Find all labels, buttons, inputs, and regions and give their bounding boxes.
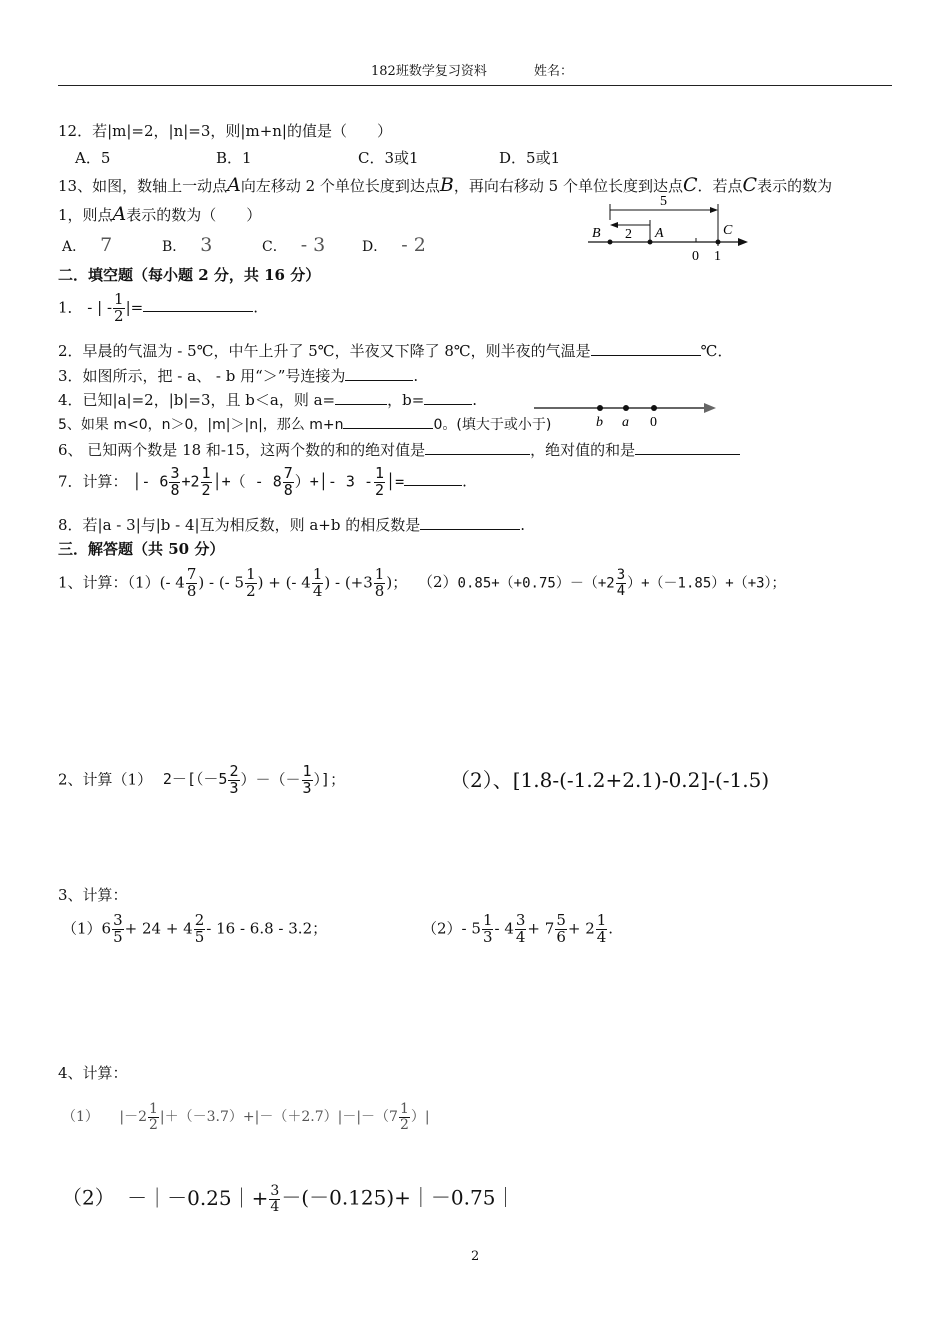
numerator: 3 <box>616 567 626 584</box>
q13-option-d <box>362 234 426 257</box>
option-label: C． <box>262 239 287 255</box>
solve-q3-1 <box>62 913 327 946</box>
point-a <box>648 240 653 245</box>
numerator: 1 <box>375 464 385 482</box>
label-0: 0 <box>692 249 699 264</box>
expr: |＋（－3.7）+|－（＋2.7）|－|－（7 <box>159 1109 398 1126</box>
section2-title: 二．填空题（每小题 2 分，共 16 分） <box>58 266 321 284</box>
var-b: B <box>439 174 454 196</box>
point-a <box>623 405 629 411</box>
denominator: 8 <box>170 480 180 499</box>
denominator: 2 <box>246 581 256 600</box>
denominator: 2 <box>399 1116 409 1133</box>
expr: ）+│- 3 - <box>294 472 374 491</box>
answer-blank[interactable] <box>335 390 387 405</box>
expr: ）+（－1.85）+（+3）； <box>627 575 786 592</box>
answer-blank[interactable] <box>345 366 413 381</box>
expr: + 7 <box>527 919 555 938</box>
numerator: 3 <box>515 911 526 929</box>
solve-q2-2: （2）、[1.8-(-1.2+2.1)-0.2]-(-1.5) <box>450 768 770 792</box>
q13-line2 <box>58 203 261 226</box>
var-a: A <box>112 203 127 225</box>
option-value: - 3 <box>300 234 326 256</box>
numerator: 5 <box>556 911 566 929</box>
fraction <box>616 568 626 598</box>
numerator: 1 <box>374 565 385 583</box>
fraction <box>112 913 124 946</box>
fraction <box>269 1184 280 1214</box>
fraction <box>228 764 239 797</box>
expr: )； <box>386 573 408 592</box>
fill-q7-label: 7．计算： <box>58 472 128 491</box>
header-title: 182班数学复习资料 <box>371 64 487 79</box>
solve-q1-2-label: （2） <box>417 573 458 592</box>
denominator: 8 <box>186 581 197 600</box>
arrow-2-head <box>610 222 618 228</box>
expr: - 4 <box>494 919 514 938</box>
axis-arrow <box>738 238 748 246</box>
fill-q5-text: 5、如果 m<0，n＞0，|m|＞|n|，那么 m+n <box>58 417 344 433</box>
var-c: C <box>682 174 698 196</box>
denominator: 2 <box>114 306 124 325</box>
numerator: 1 <box>596 911 607 929</box>
solve-q3-1-label: （1） <box>62 919 102 938</box>
var-c: C <box>742 174 758 196</box>
numerator: 2 <box>194 911 205 929</box>
expr: - 16 - 6.8 - 3.2； <box>206 919 328 938</box>
fraction <box>399 1102 410 1132</box>
denominator: 2 <box>201 480 211 499</box>
fraction <box>374 466 385 499</box>
solve-q2-label: 2、计算（1） <box>58 770 153 789</box>
answer-blank[interactable] <box>404 471 462 486</box>
q13-number-line-figure <box>580 190 760 265</box>
q3-number-line <box>530 396 720 430</box>
fill-q8-text: 8．若|a - 3|与|b - 4|互为相反数，则 a+b 的相反数是 <box>58 516 421 534</box>
numerator: 3 <box>170 464 180 482</box>
solve-q4-label: 4、计算： <box>58 1064 128 1082</box>
expr: 0.85+（+0.75）－（+2 <box>457 575 615 592</box>
denominator: 6 <box>556 927 566 946</box>
answer-blank[interactable] <box>420 515 520 530</box>
fill-q6 <box>58 440 740 459</box>
numerator: 3 <box>270 1183 280 1199</box>
q13-text: 表示的数为（ ） <box>126 206 262 224</box>
solve-q1-label: 1、计算：（1） <box>58 573 160 592</box>
label-c: C <box>723 223 733 238</box>
answer-blank[interactable] <box>424 390 472 405</box>
label-b: b <box>596 415 603 430</box>
solve-q4-2-label: （2） <box>62 1185 115 1210</box>
expr: . <box>608 919 614 938</box>
expr: +2 <box>181 472 200 491</box>
fill-q3: 3．如图所示，把 - a、 - b 用“＞”号连接为 . <box>58 367 419 385</box>
fraction <box>194 913 206 946</box>
solve-q3-2-label: （2） <box>422 919 462 938</box>
denominator: 2 <box>375 480 385 499</box>
denominator: 4 <box>312 581 323 600</box>
denominator: 4 <box>596 927 607 946</box>
denominator: 8 <box>283 480 293 499</box>
fraction <box>482 913 494 946</box>
fill-q2-text: 2．早晨的气温为 - 5℃，中午上升了 5℃，半夜又下降了 8℃，则半夜的气温是 <box>58 342 591 360</box>
fraction <box>186 567 198 600</box>
fill-q1-text: |= <box>125 298 144 317</box>
q13-text: ．若点 <box>697 177 743 195</box>
fill-q1-text: 1． - | - <box>58 298 113 317</box>
point-b <box>608 240 613 245</box>
q13-text: 向左移动 2 个单位长度到达点 <box>240 177 440 195</box>
option-value: 7 <box>100 234 113 256</box>
fraction <box>555 913 567 946</box>
axis-arrow <box>704 403 716 413</box>
label-a: A <box>655 226 664 241</box>
header-rule <box>58 85 892 86</box>
numerator: 1 <box>114 290 124 308</box>
denominator: 4 <box>616 582 626 599</box>
expr: (- 4 <box>159 573 185 592</box>
fraction <box>596 913 608 946</box>
fill-q1: 1． - | - $\frac{1}{2}$ |= . <box>58 290 258 325</box>
numerator: 1 <box>201 464 211 482</box>
numerator: 2 <box>229 762 239 780</box>
fill-q3-text: 3．如图所示，把 - a、 - b 用“＞”号连接为 <box>58 367 346 385</box>
point-b <box>597 405 603 411</box>
q13-option-b <box>162 234 212 257</box>
label-2: 2 <box>625 227 632 242</box>
answer-blank[interactable] <box>143 297 253 312</box>
denominator: 5 <box>194 927 205 946</box>
fraction <box>515 913 527 946</box>
q13-text: 13、如图，数轴上一动点 <box>58 177 228 195</box>
point-c <box>716 240 721 245</box>
numerator: 7 <box>283 464 293 482</box>
expr: ) - (+3 <box>324 573 373 592</box>
fill-q6-text: ，绝对值的和是 <box>530 441 636 459</box>
expr: + 2 <box>567 919 595 938</box>
solve-q4-1 <box>62 1102 430 1132</box>
q13-text: 1，则点 <box>58 206 113 224</box>
q13-option-c <box>262 234 325 257</box>
answer-blank[interactable] <box>343 414 433 429</box>
numerator: 1 <box>149 1101 158 1117</box>
fill-q5-text: 0。(填大于或小于) <box>433 417 552 433</box>
solve-q4-1-label: （1） <box>62 1109 99 1126</box>
expr: │- 6 <box>132 472 169 491</box>
fill-q2 <box>58 341 732 360</box>
answer-blank[interactable] <box>425 440 530 455</box>
solve-q3-label: 3、计算： <box>58 886 128 904</box>
option-value: 3 <box>200 234 213 256</box>
expr: 6 <box>101 919 112 938</box>
denominator: 2 <box>149 1116 158 1133</box>
fraction <box>169 466 180 499</box>
fill-q4: 4．已知|a|=2，|b|=3，且 b＜a，则 a= ，b= . <box>58 391 478 409</box>
expr: －(－0.125)+｜－0.75｜ <box>281 1185 516 1210</box>
fraction <box>374 567 386 600</box>
fill-q7: 7．计算： │- 6 $\frac{3}{8}$ +2 $\frac{1}{2}$ │+（ - 8 $\frac{7}{8}$ ）+│- 3 - $\frac{1}{2}$ │= . <box>58 464 467 499</box>
numerator: 7 <box>186 565 197 583</box>
q12-option-b: B．1 <box>216 149 252 167</box>
label-1: 1 <box>714 249 721 264</box>
var-a: A <box>227 174 241 196</box>
denominator: 3 <box>229 778 239 797</box>
denominator: 3 <box>482 927 493 946</box>
denominator: 8 <box>374 581 385 600</box>
expr: －｜－0.25｜+ <box>127 1185 269 1210</box>
fill-q4-text: 4．已知|a|=2，|b|=3，且 b＜a，则 a= <box>58 391 336 409</box>
fill-q4-text: ，b= <box>387 391 425 409</box>
fraction <box>283 466 294 499</box>
page-number: 2 <box>471 1249 480 1264</box>
option-value: - 2 <box>401 234 426 256</box>
solve-q3-2 <box>422 913 613 946</box>
option-label: A． <box>62 239 87 255</box>
expr: ）| <box>410 1109 430 1126</box>
q13-text: 表示的数为 <box>757 177 833 195</box>
q12-stem: 12．若|m|=2，|n|=3，则|m+n|的值是（ ） <box>58 122 392 140</box>
q12-option-c: C．3或1 <box>358 149 419 167</box>
expr: ) - (- 5 <box>198 573 245 592</box>
numerator: 1 <box>246 565 256 583</box>
answer-blank[interactable] <box>591 341 701 356</box>
fraction <box>302 764 313 797</box>
option-label: B． <box>162 239 187 255</box>
point-zero <box>651 405 657 411</box>
label-a: a <box>622 415 629 430</box>
fraction <box>201 466 212 499</box>
option-label: D． <box>362 239 388 255</box>
expr: │+（ - 8 <box>212 472 282 491</box>
solve-q1 <box>58 567 786 600</box>
solve-q4-2 <box>62 1184 515 1214</box>
numerator: 3 <box>113 911 123 929</box>
fraction <box>113 292 125 325</box>
numerator: 1 <box>302 762 312 780</box>
fraction <box>312 567 324 600</box>
label-b: B <box>592 226 601 241</box>
expr: + 24 + 4 <box>124 919 193 938</box>
header-name-label: 姓名： <box>534 64 574 79</box>
denominator: 4 <box>270 1198 280 1215</box>
answer-blank[interactable] <box>635 440 740 455</box>
expr: ）]； <box>313 770 346 789</box>
denominator: 4 <box>515 927 526 946</box>
unit: ℃． <box>700 342 733 360</box>
fraction <box>245 567 257 600</box>
fraction <box>148 1102 159 1132</box>
arrow-5-head <box>710 207 718 213</box>
expr: 2－[（－5 <box>162 770 228 789</box>
q13-text: ，再向右移动 5 个单位长度到达点 <box>453 177 683 195</box>
expr: │= <box>386 472 405 491</box>
label-5: 5 <box>660 194 667 209</box>
numerator: 1 <box>399 1101 409 1117</box>
numerator: 1 <box>312 565 323 583</box>
fill-q8: 8．若|a - 3|与|b - 4|互为相反数，则 a+b 的相反数是 . <box>58 516 526 534</box>
fill-q6-text: 6、 已知两个数是 18 和-15，这两个数的和的绝对值是 <box>58 441 426 459</box>
numerator: 1 <box>482 911 493 929</box>
q12-option-a: A．5 <box>75 149 111 167</box>
denominator: 3 <box>302 778 312 797</box>
label-0: 0 <box>650 415 657 430</box>
section3-title: 三．解答题（共 50 分） <box>58 540 225 558</box>
expr: - 5 <box>461 919 481 938</box>
q13-option-a <box>62 234 112 257</box>
expr: ）－（－ <box>240 770 301 789</box>
denominator: 5 <box>113 927 123 946</box>
q12-option-d: D．5或1 <box>499 149 561 167</box>
expr: ) + (- 4 <box>257 573 311 592</box>
solve-q2 <box>58 764 345 797</box>
fill-q5 <box>58 414 551 434</box>
expr: |－2 <box>119 1109 147 1126</box>
